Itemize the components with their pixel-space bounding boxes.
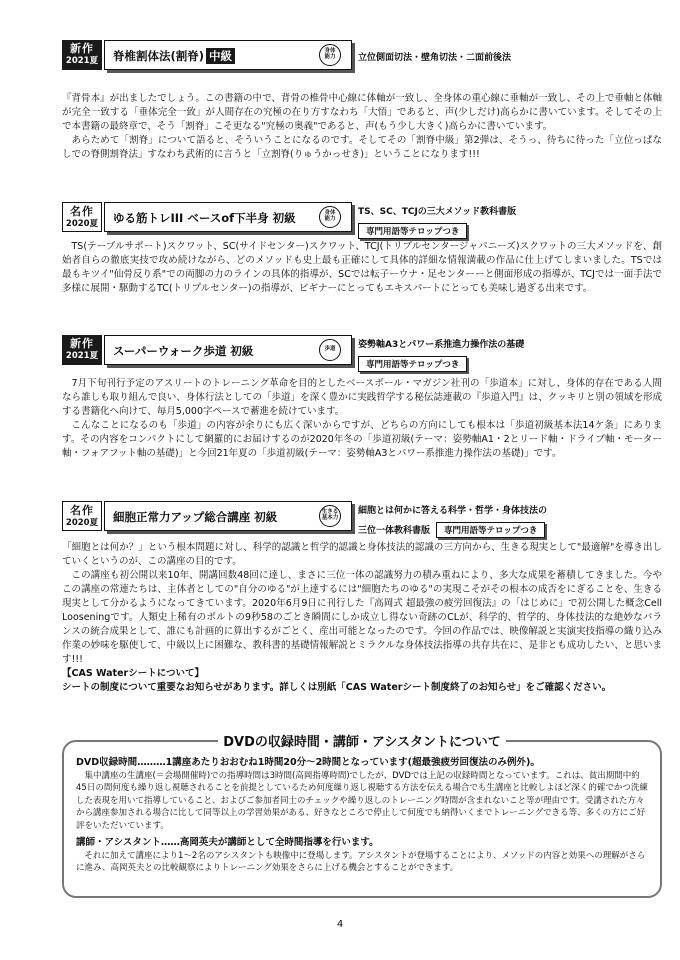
- dvd-time-body: 集中講座の生講座(＝会場開催時)での指導時間は3時間(高岡指導時間)でしたが、DVDでは上記の収録時間となっています。これは、貧出期間中約45日の間何度も繰り返し視聴されることを前提としているため何度繰り返し視聴する方法を伝える場合でも生講座と比較しよほど深く的確でかつ洗練した表現を用いて指導していること、およびご参加者同士のチェックや繰り返しのトレーニング時間が含まれないこと等が理由です。受講された方々から講座参加される場合に比して同等以上の学習効果がある、好きなところで停止して何度でも納得いくまでトレーニングできる等、多くの方にご好評をいただいています。: [76, 770, 648, 831]
- program-description: 7月下旬刊行予定のアスリートのトレーニング革命を目的としたベースボール・マガジン社刊の「歩道本」に対し、身体的存在である人間なら誰しも取り組んで良い、身体行法としての「歩道」を深く豊かに実践哲学する秘伝誌連載の『歩道入門』は、クッキリと別の領域を形成する書籍化へ向けて、毎月5,000字ペースで蓄進を続けています。 こんなことになるのも「歩道」の内容が余りにも広く深いからですが、どちらの方向にしても根本は「歩道初級基本法14ケ条」にあります。その内容をコンパクトにして網羅的にお届けするのが2020年冬の「歩道初級(テーマ：姿勢軸A1・2とリード軸・ドライブ軸・モーター軸・フォアフット軸の基礎)」と今回21年夏の「歩道初級(テーマ：姿勢軸A3とパワー系推進力操作法の基礎)」です。: [62, 378, 662, 459]
- dvd-time-line: DVD収録時間………1講座あたりおおむね1時間20分～2時間となっています(超最強疲労回復法のみ例外)。: [76, 757, 540, 768]
- new-badge: 新作 2021夏: [62, 335, 102, 365]
- body-ability-icon: 身体 能力: [319, 206, 341, 228]
- cas-heading: 【CAS Waterシートについて】: [62, 668, 205, 679]
- program-header: [62, 335, 662, 370]
- program-title-box: [104, 335, 352, 365]
- program-section-2: [62, 202, 662, 296]
- dvd-staff-line: 講師・アシスタント……高岡英夫が講師として全時間指導を行います。: [76, 837, 379, 848]
- program-title-box: [104, 40, 352, 70]
- program-title-box: [104, 501, 352, 531]
- program-title: 脊椎割体法(割脊) 中級: [113, 48, 235, 64]
- program-section-4: [62, 501, 662, 695]
- dvd-staff-body: それに加えて講座により1～2名のアシスタントも映像中に登場します。アシスタントが登場することにより、メソッドの内容と効果への理解がさらに進み、高岡英夫との比較観察によりトレーニング効果をさらに上げる機会とすることができます。: [76, 850, 646, 873]
- cas-note: シートの制度について重要なお知らせがあります。詳しくは別紙「CAS Waterシート制度終了のお知らせ」をご確認ください。: [62, 682, 612, 693]
- program-subtitle: 立位側面切法・壁角切法・二面前後法: [358, 53, 512, 63]
- walking-icon: 歩道: [319, 339, 341, 361]
- program-header: [62, 501, 662, 536]
- dvd-info-box: [62, 735, 662, 898]
- program-subtitle: 姿勢軸A3とパワー系推進力操作法の基礎: [358, 340, 525, 350]
- telop-tag: 専門用語等テロップつき: [358, 356, 467, 372]
- program-subtitle: TS、SC、TCJの三大メソッド教科書版: [358, 207, 517, 217]
- program-description: 『背骨本』が出ましたでしょう。この書籍の中で、背骨の椎骨中心線に体軸が一致し、全身体の重心線に垂軸が一致し、その上で垂軸と体軸が完全一致する「垂体完全一致」が人間存在の究極の在り方すなわち「大悟」であると、声(少しだけ)高らかに書いています。そしてその上で本書籍の最終章で、そう「割脊」こそ更なる"究極の奥義"であると、声(もう少し大きく)高らかに書いています。 あらためて「割脊」について語ると、そういうことになるのです。そしてその「割脊中級」第2弾は、そうっ、待ちに待った「立位っぱなしでの脊側割脊法」すなわち武術的に言うと「立割脊(りゅうかっせき)」ということになります!!!: [62, 93, 662, 160]
- program-title: スーパーウォーク歩道 初級: [113, 344, 254, 358]
- program-description: 「細胞とは何か？」という根本問題に対し、科学的認識と哲学的認識と身体技法的認識の三方向から、生きる現実として"最適解"を導き出していくというのが、この講座の目的です。 この講座も初公開以来10年、開講回数48回に達し、まさに三位一体の認識努力の積み重ねにより、多大な成果を蓄積してきました。今やこの講座の常連たちは、主体者としての"自分のゆる"が上達するには"細胞たちのゆる"の実現こそがその根本の成否をにぎることを、生きる現実として分かるようになってきています。2020年6月9日に刊行した『高岡式 超最強の疲労回復法』の「はじめに」で初公開した概念Cell Looseningです。人類史上稀有のボルトの9秒58のごとき瞬間にしか成立し得ない奇跡のCLが、科学的、哲学的、身体技法的な絶妙なバランスの統合成果として、誰にも計画的に算出するがごとく、産出可能となったのです。今回の作品では、映像解説と実演実技指導の織り込み作業の妙味を駆使して、中級以上に困難な、教科書的基礎情報解説とミラクルな身体技法指導の共存共在に、是非とも成功したい、と思います!!! 【CAS Waterシートについて】 シートの制度について重要なお知らせがあります。詳しくは別紙「CAS Waterシート制度終了のお知らせ」をご確認ください。: [62, 542, 662, 693]
- page-number: 4: [336, 919, 344, 930]
- program-title: ゆる筋トレIII ベースof下半身 初級: [113, 211, 296, 225]
- classic-badge: 名作 2020夏: [62, 501, 102, 531]
- program-title: 細胞正常力アップ総合講座 初級: [113, 510, 278, 524]
- new-badge: 新作 2021夏: [62, 40, 102, 70]
- body-ability-icon: 身体 能力: [319, 44, 341, 66]
- program-header: [62, 40, 662, 70]
- telop-tag: 専門用語等テロップつき: [358, 223, 467, 239]
- life-basics-icon: 生きる 基本力: [319, 505, 341, 527]
- program-header: [62, 202, 662, 237]
- telop-tag: 専門用語等テロップつき: [436, 522, 545, 538]
- program-title-box: [104, 202, 352, 232]
- dvd-info-heading: DVDの収録時間・講師・アシスタントについて: [218, 735, 505, 750]
- program-subtitle: 細胞とは何かに答える科学・哲学・身体技法の: [358, 506, 548, 516]
- program-section-3: [62, 335, 662, 461]
- program-section-1: [62, 40, 662, 162]
- level-badge: 中級: [206, 48, 235, 64]
- program-description: TS(テーブルサポート)スクワット、SC(サイドセンター)スクワット、TCJ(トリプルセンタージャパニーズ)スクワットの三大メソッドを、創始者自らの徹底実技で攻め続けながら、どのメソッドも史上最も正確にして具体的詳細な情報満載の作品に仕上げてしまいました。TSでは最もキツイ"仙骨反り系"での両脚の力のラインの具体的指導が、SCでは転子ーウナ・足センターーと側面形成の指導が、TCJでは一面手法で多様に展開・駆動するTC(トリプルセンター)の指導が、ビギナーにとってもエキスパートにとっても美味し過ぎる出来です。: [62, 241, 662, 294]
- classic-badge: 名作 2020夏: [62, 202, 102, 232]
- program-subtitle-2: 三位一体教科書版: [358, 526, 431, 536]
